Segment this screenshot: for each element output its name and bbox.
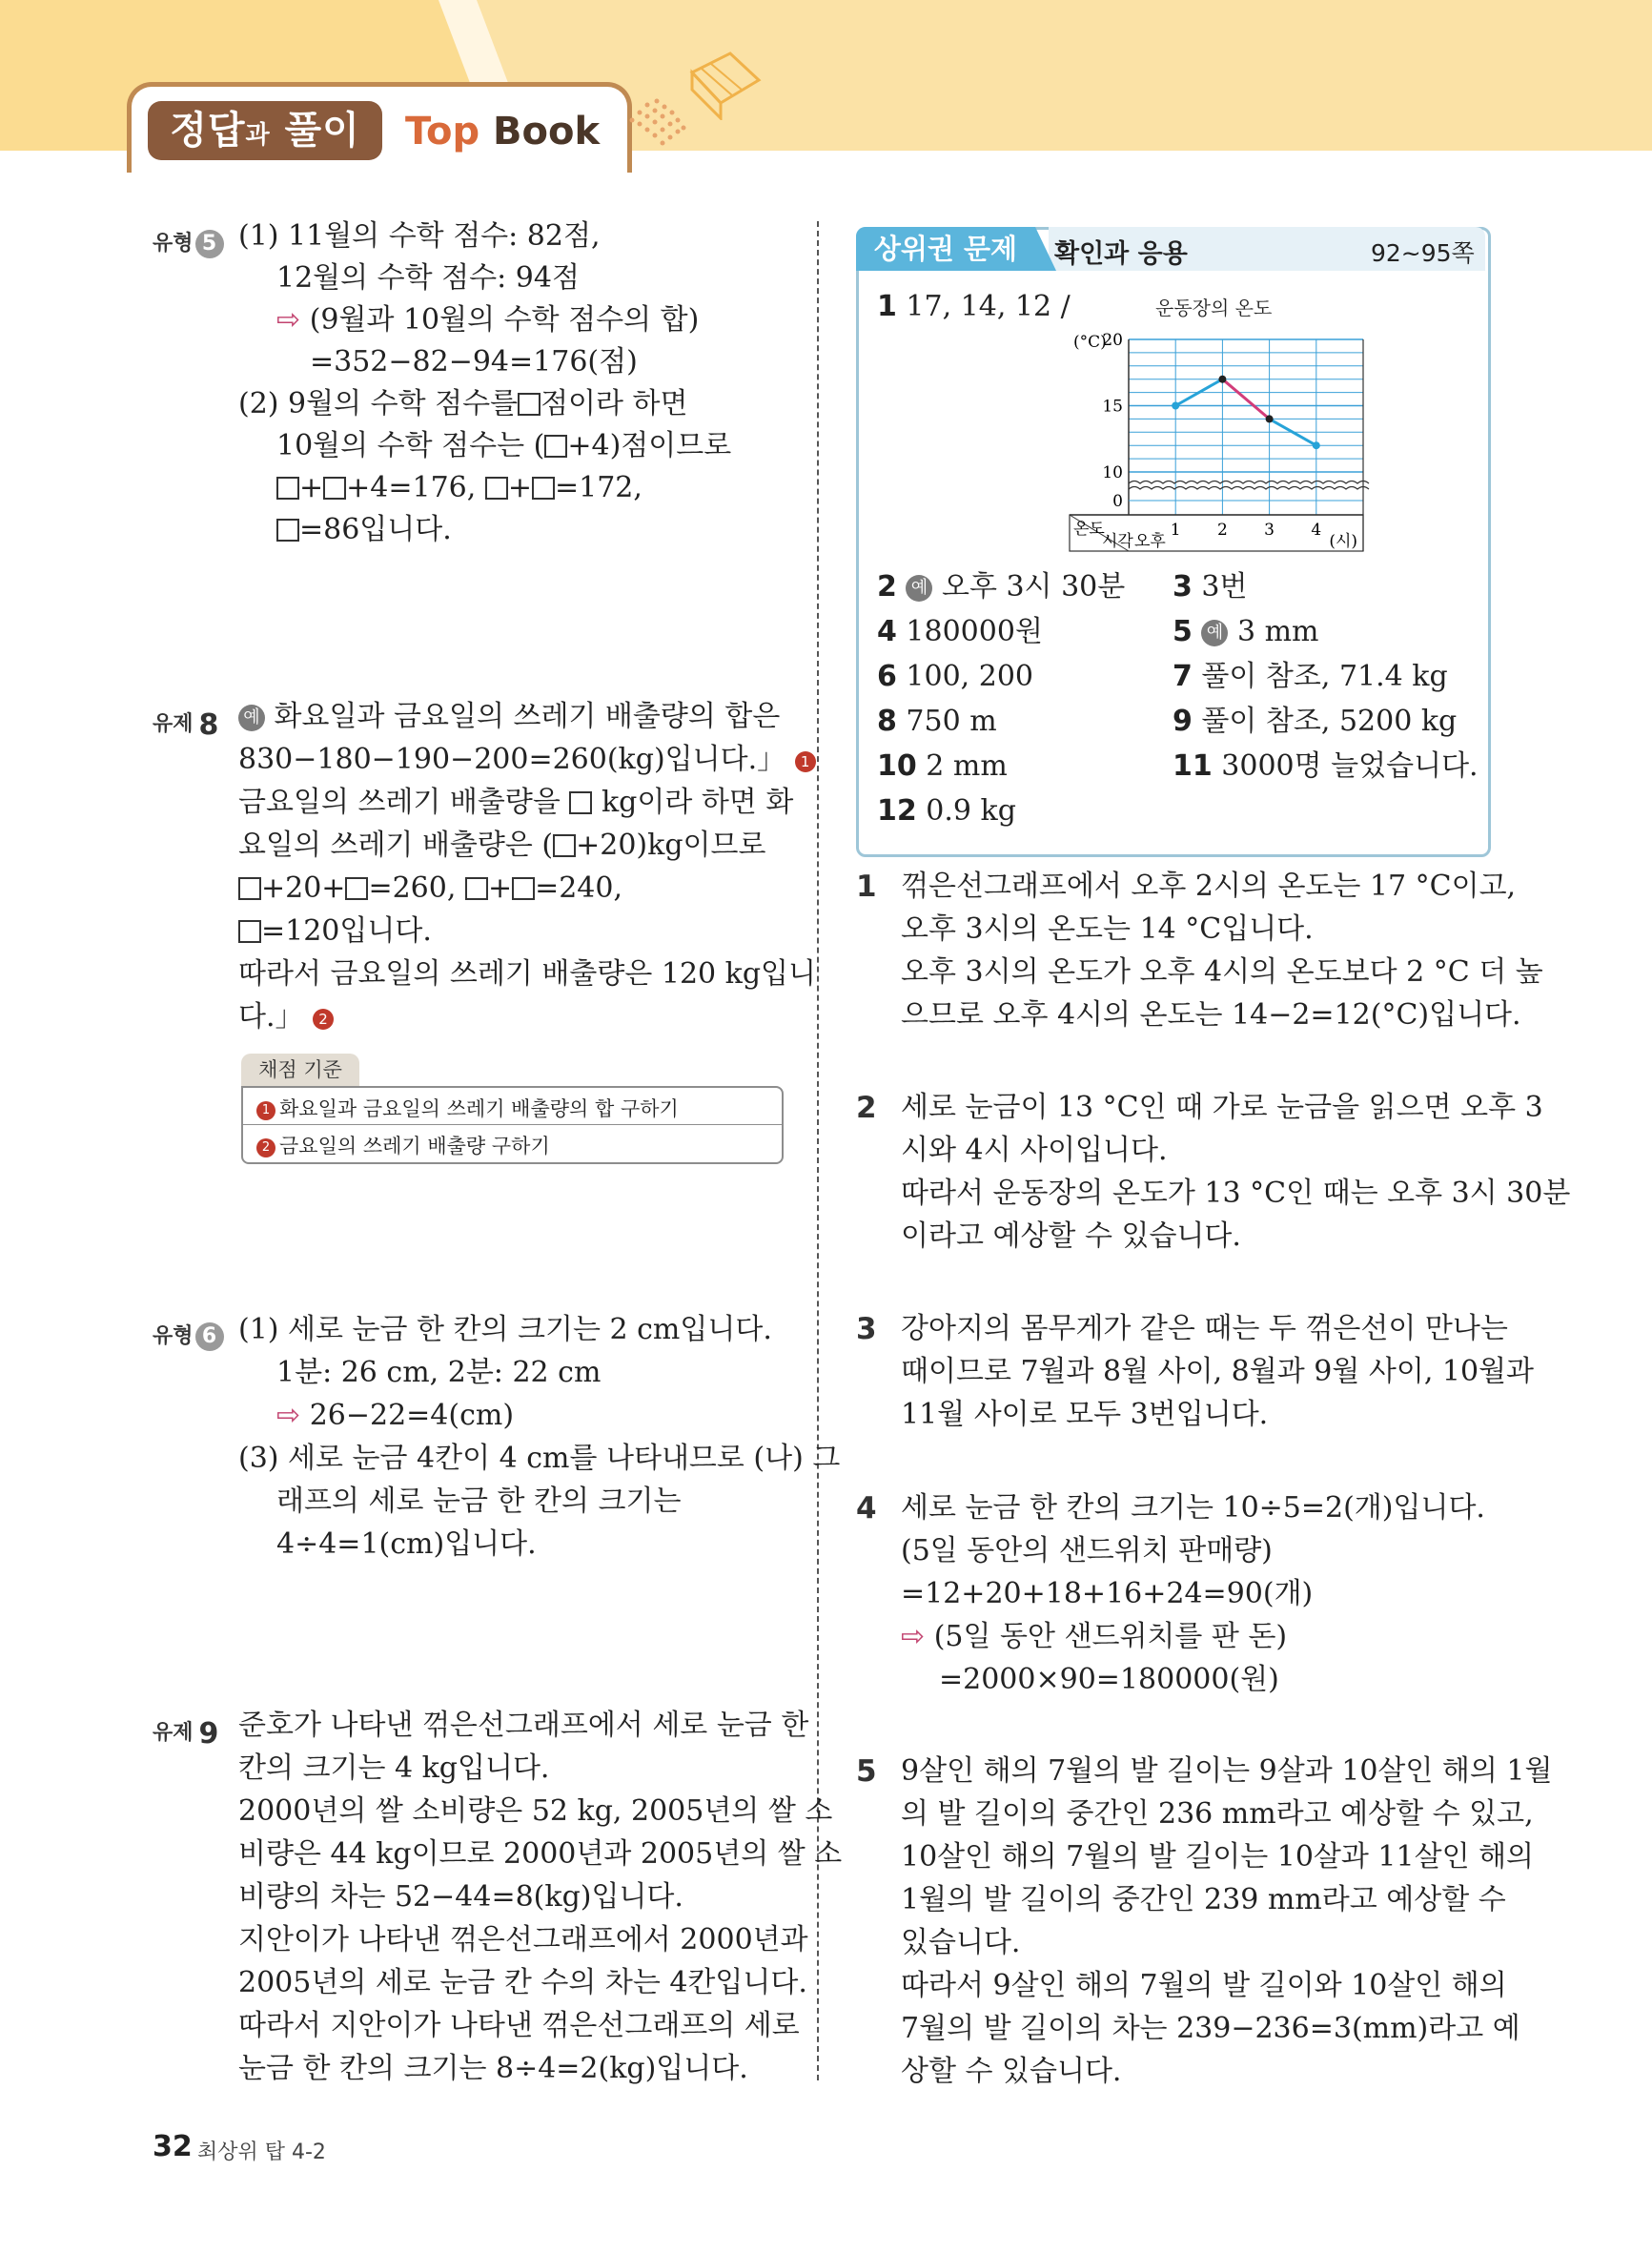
sol3-line-2: 때이므로 7월과 8월 사이, 8월과 9월 사이, 10월과 <box>901 1355 1535 1388</box>
answer-8: 8 750 m <box>877 705 997 738</box>
type5-line-7: + +4=176, + =172, <box>276 471 642 505</box>
sol1-line-2: 오후 3시의 온도는 14 °C입니다. <box>901 912 1314 946</box>
y-axis-label: (°C) <box>1073 333 1107 352</box>
type6-line-5: 래프의 세로 눈금 한 칸의 크기는 <box>276 1485 682 1518</box>
type5-line-2: 12월의 수학 점수: 94점 <box>276 261 580 295</box>
blank-box <box>512 877 535 900</box>
type5-tag: 유형 5 <box>153 227 224 258</box>
answer-1: 1 17, 14, 12 / <box>877 290 1071 323</box>
type6-line-6: 4÷4=1(cm)입니다. <box>276 1527 537 1561</box>
sol5-number: 5 <box>856 1754 877 1789</box>
blank-box <box>276 477 299 500</box>
blank-box <box>323 477 346 500</box>
y-tick-label: 20 <box>1102 331 1123 350</box>
sol4-line-4: ⇨ (5일 동안 샌드위치를 판 돈) <box>901 1620 1288 1653</box>
box-icon <box>683 34 768 120</box>
sol5-line-7: 7월의 발 길이의 차는 239−236=3(mm)라고 예 <box>901 2012 1520 2045</box>
series-segment <box>1222 379 1269 420</box>
type5-line-4: =352−82−94=176(점) <box>310 345 638 379</box>
blank-box <box>465 877 488 900</box>
blank-box <box>238 877 261 900</box>
data-point <box>1313 441 1320 449</box>
section-label-main: 정답 <box>170 109 246 153</box>
sol5-line-6: 따라서 9살인 해의 7월의 발 길이와 10살인 해의 <box>901 1969 1507 2002</box>
ex9-line-4: 비량은 44 kg이므로 2000년과 2005년의 쌀 소 <box>238 1837 843 1871</box>
ex9-line-8: 따라서 지안이가 나타낸 꺾은선그래프의 세로 <box>238 2009 800 2042</box>
ex8-line-1: 예 화요일과 금요일의 쓰레기 배출량의 합은 <box>238 700 780 734</box>
type6-line-3: ⇨ 26−22=4(cm) <box>276 1399 515 1432</box>
sol2-number: 2 <box>856 1091 877 1125</box>
sol2-line-1: 세로 눈금이 13 °C인 때 가로 눈금을 읽으면 오후 3 <box>901 1091 1543 1124</box>
arrow-icon: ⇨ <box>901 1620 926 1653</box>
criteria-box <box>241 1086 784 1164</box>
type6-tag: 유형 6 <box>153 1320 224 1351</box>
arrow-icon: ⇨ <box>276 303 301 337</box>
chart-title: 운동장의 온도 <box>1155 297 1273 319</box>
answer-9: 9 풀이 참조, 5200 kg <box>1173 705 1458 738</box>
sol5-line-8: 상할 수 있습니다. <box>901 2055 1122 2088</box>
sol2-line-2: 시와 4시 사이입니다. <box>901 1134 1168 1167</box>
sol1-number: 1 <box>856 870 877 904</box>
sol4-line-2: (5일 동안의 샌드위치 판매량) <box>901 1534 1273 1567</box>
x-tick-label: 2 <box>1216 521 1228 540</box>
x-tick-label: 3 <box>1264 521 1275 540</box>
y-tick-label: 15 <box>1102 397 1123 417</box>
answer-12: 12 0.9 kg <box>877 794 1016 828</box>
blank-box <box>238 920 261 943</box>
blank-box <box>345 877 368 900</box>
ex9-tag: 유제 9 <box>153 1716 219 1751</box>
ex8-line-6: =120입니다. <box>238 914 432 949</box>
brand <box>405 108 600 155</box>
blank-box <box>532 477 555 500</box>
data-point <box>1172 402 1179 410</box>
blank-box <box>553 834 576 857</box>
sol3-number: 3 <box>856 1312 877 1346</box>
criteria-row-2: 2 금요일의 쓰레기 배출량 구하기 <box>256 1131 550 1159</box>
answer-7: 7 풀이 참조, 71.4 kg <box>1173 660 1448 693</box>
section-label <box>148 101 382 160</box>
ex9-line-9: 눈금 한 칸의 크기는 8÷4=2(kg)입니다. <box>238 2052 748 2085</box>
axis-break <box>1129 487 1369 490</box>
sol4-line-3: =12+20+18+16+24=90(개) <box>901 1577 1314 1610</box>
type5-line-1: (1) 11월의 수학 점수: 82점, <box>238 219 601 253</box>
answer-pages: 92~95쪽 <box>1371 239 1475 267</box>
criteria-title: 채점 기준 <box>241 1054 359 1086</box>
sol3-line-3: 11월 사이로 모두 3번입니다. <box>901 1398 1269 1431</box>
sol3-line-1: 강아지의 몸무게가 같은 때는 두 꺾은선이 만나는 <box>901 1312 1508 1345</box>
ex9-line-1: 준호가 나타낸 꺾은선그래프에서 세로 눈금 한 <box>238 1709 809 1742</box>
blank-box <box>485 477 508 500</box>
data-point <box>1266 415 1274 422</box>
section-label-small: 과 <box>245 121 271 150</box>
x-prefix-label: 오후 <box>1134 532 1166 551</box>
ex8-tag: 유제 8 <box>153 707 219 742</box>
type5-line-3: ⇨ (9월과 10월의 수학 점수의 합) <box>276 303 700 337</box>
ex8-line-2: 830−180−190−200=260(kg)입니다.」 1 <box>238 743 816 777</box>
ex8-line-8: 다.」 2 <box>238 1000 334 1034</box>
answer-5: 5 예 3 mm <box>1173 615 1319 648</box>
sol4-line-1: 세로 눈금 한 칸의 크기는 10÷5=2(개)입니다. <box>901 1491 1485 1525</box>
corner-label-top: 온도 <box>1073 520 1105 539</box>
section-label-main2: 풀이 <box>284 109 360 153</box>
type6-line-2: 1분: 26 cm, 2분: 22 cm <box>276 1356 602 1389</box>
mark-1: 1 <box>795 751 816 772</box>
answer-title: 상위권 문제 <box>856 227 1035 271</box>
sol4-line-5: =2000×90=180000(원) <box>939 1663 1279 1696</box>
sol1-line-1: 꺾은선그래프에서 오후 2시의 온도는 17 °C이고, <box>901 870 1517 903</box>
blank-box <box>276 519 299 542</box>
blank-box <box>569 791 592 814</box>
answer-3: 3 3번 <box>1173 570 1248 604</box>
corner-label-bottom: 시각 <box>1102 532 1133 551</box>
sol5-line-3: 10살인 해의 7월의 발 길이는 10살과 11살인 해의 <box>901 1840 1535 1874</box>
x-axis-label: (시) <box>1329 532 1357 551</box>
data-point <box>1218 376 1226 383</box>
ex9-line-7: 2005년의 세로 눈금 칸 수의 차는 4칸입니다. <box>238 1966 807 1999</box>
sol5-line-1: 9살인 해의 7월의 발 길이는 9살과 10살인 해의 1월 <box>901 1754 1553 1788</box>
answer-subtitle: 확인과 응용 <box>1054 239 1188 269</box>
type6-line-1: (1) 세로 눈금 한 칸의 크기는 2 cm입니다. <box>238 1313 772 1346</box>
ex8-line-5: +20+ =260, + =240, <box>238 871 622 906</box>
type5-line-5: (2) 9월의 수학 점수를 점이라 하면 <box>238 387 688 420</box>
sol5-line-4: 1월의 발 길이의 중간인 239 mm라고 예상할 수 <box>901 1883 1506 1916</box>
answer-2: 2 예 오후 3시 30분 <box>877 570 1126 604</box>
answer-10: 10 2 mm <box>877 749 1008 783</box>
arrow-icon: ⇨ <box>276 1399 301 1432</box>
type5-line-6: 10월의 수학 점수는 ( +4)점이므로 <box>276 429 732 462</box>
blank-box <box>518 393 540 416</box>
ex8-line-7: 따라서 금요일의 쓰레기 배출량은 120 kg입니 <box>238 957 817 991</box>
criteria-row-1: 1 화요일과 금요일의 쓰레기 배출량의 합 구하기 <box>256 1094 679 1122</box>
sol1-line-4: 으므로 오후 4시의 온도는 14−2=12(°C)입니다. <box>901 998 1521 1032</box>
ex9-line-2: 칸의 크기는 4 kg입니다. <box>238 1751 550 1785</box>
sol4-number: 4 <box>856 1491 877 1526</box>
answer-6: 6 100, 200 <box>877 660 1034 693</box>
answer-title-slant <box>1035 227 1056 271</box>
sol2-line-4: 이라고 예상할 수 있습니다. <box>901 1219 1241 1253</box>
ex9-line-5: 비량의 차는 52−44=8(kg)입니다. <box>238 1880 683 1914</box>
ex8-line-4: 요일의 쓰레기 배출량은 ( +20)kg이므로 <box>238 829 766 862</box>
example-badge: 예 <box>238 705 265 731</box>
x-tick-label: 1 <box>1170 521 1181 540</box>
answer-4: 4 180000원 <box>877 615 1043 648</box>
type5-line-8: =86입니다. <box>276 513 452 547</box>
brand-book: Book <box>493 110 601 154</box>
answer-11: 11 3000명 늘었습니다. <box>1173 749 1479 783</box>
ex9-line-6: 지안이가 나타낸 꺾은선그래프에서 2000년과 <box>238 1923 808 1956</box>
sol5-line-5: 있습니다. <box>901 1926 1021 1959</box>
type6-line-4: (3) 세로 눈금 4칸이 4 cm를 나타내므로 (나) 그 <box>238 1442 841 1475</box>
sol1-line-3: 오후 3시의 온도가 오후 4시의 온도보다 2 °C 더 높 <box>901 955 1543 989</box>
blank-box <box>544 435 567 458</box>
y-tick-label: 0 <box>1112 492 1123 511</box>
footer-title: 최상위 탑 4-2 <box>197 2140 326 2164</box>
brand-top: Top <box>405 110 480 154</box>
mark-2: 2 <box>313 1009 334 1030</box>
x-tick-label: 4 <box>1311 521 1322 540</box>
ex9-line-3: 2000년의 쌀 소비량은 52 kg, 2005년의 쌀 소 <box>238 1794 833 1828</box>
ex8-line-3: 금요일의 쓰레기 배출량을 kg이라 하면 화 <box>238 786 794 819</box>
temperature-chart <box>1068 324 1373 558</box>
sol2-line-3: 따라서 운동장의 온도가 13 °C인 때는 오후 3시 30분 <box>901 1177 1571 1210</box>
page-number: 32 <box>153 2130 193 2163</box>
axis-break <box>1129 481 1369 484</box>
y-tick-label: 10 <box>1102 463 1123 482</box>
sol5-line-2: 의 발 길이의 중간인 236 mm라고 예상할 수 있고, <box>901 1797 1534 1831</box>
dots-decoration <box>624 92 691 153</box>
